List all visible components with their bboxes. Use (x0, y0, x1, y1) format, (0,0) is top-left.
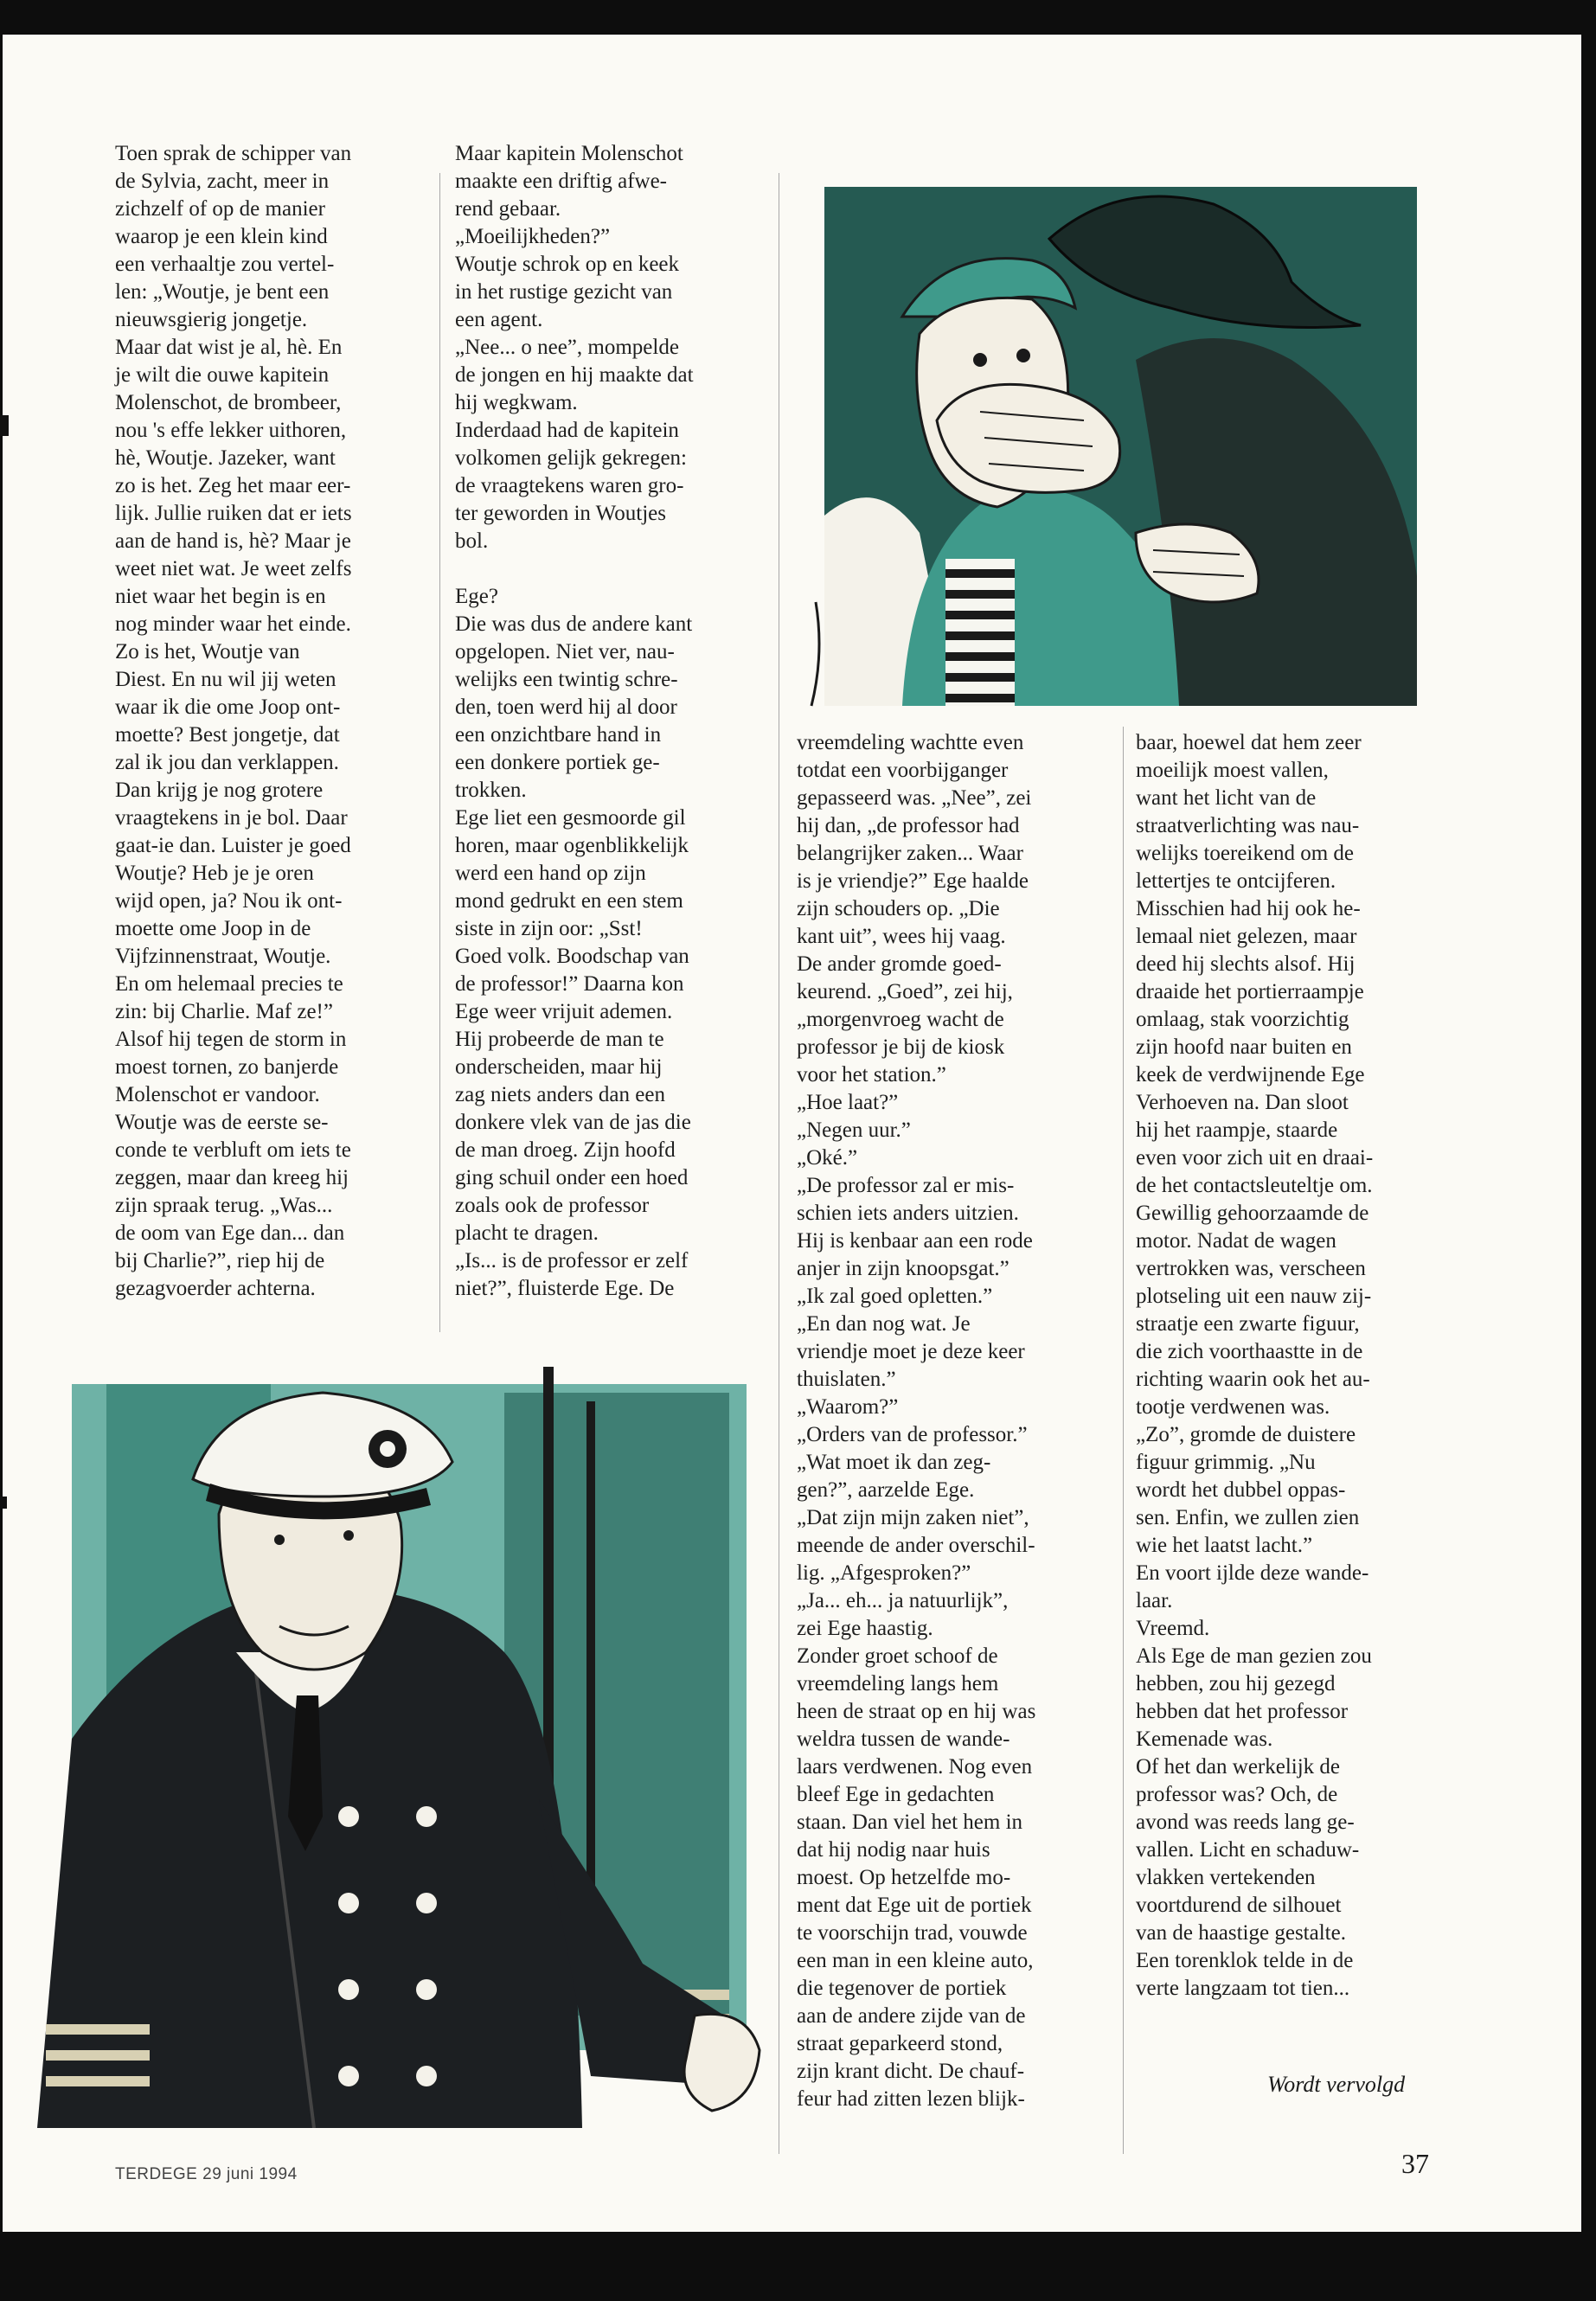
illustration-hand-over-mouth (807, 187, 1417, 727)
article-column-3: vreemdeling wachtte even totdat een voorbijganger gepasseerd was. „Nee”, zei hij dan, „de professor had belangrijker zaken... Waar is je vriendje?” Ege haalde zijn schouders op. „Die kant uit”, wees hij vaag. De ander gromde goed- keurend. „Goed”, zei hij, „morgenvroeg wacht de professor je bij de kiosk voor het station.” „Hoe laat?” „Negen uur.” „Oké.” „De professor zal er mis- schien iets anders uitzien. Hij is kenbaar aan een rode anjer in zijn knoopsgat.” „Ik zal goed opletten.” „En dan nog wat. Je vriendje moet je deze keer thuislaten.” „Waarom?” „Orders van de professor.” „Wat moet ik dan zeg- gen?”, aarzelde Ege. „Dat zijn mijn zaken niet”, meende de ander overschil- lig. „Afgesproken?” „Ja... eh... ja natuurlijk”, zei Ege haastig. Zonder groet schoof de vreemdeling langs hem heen de straat op en hij was weldra tussen de wande- laars verdwenen. Nog even bleef Ege in gedachten staan. Dan viel het hem in dat hij nodig naar huis moest. Op hetzelfde mo- ment dat Ege uit de portiek te voorschijn trad, vouwde een man in een kleine auto, die tegenover de portiek aan de andere zijde van de straat geparkeerd stond, zijn krant dicht. De chauf- feur had zitten lezen blijk- (797, 731, 1036, 2111)
page-number: 37 (1401, 2148, 1429, 2179)
continued-note: Wordt vervolgd (1267, 2072, 1406, 2097)
column-rule-3 (1123, 727, 1124, 2154)
illustration-captain (20, 1367, 768, 2128)
publication-footer: TERDEGE 29 juni 1994 (115, 2165, 298, 2183)
column-rule-1 (439, 173, 440, 1332)
article-column-4: baar, hoewel dat hem zeer moeilijk moest vallen, want het licht van de straatverlichting was nau- welijks toereikend om de lettertjes te ontcijferen. Misschien had hij ook he- lemaal niet gelezen, maar deed hij slechts alsof. Hij draaide het portierraampje omlaag, stak voorzichtig zijn hoofd naar buiten en keek de verdwijnende Ege Verhoeven na. Dan sloot hij het raampje, staarde even voor zich uit en draai- de het contactsleuteltje om. Gewillig gehoorzaamde de motor. Nadat de wagen vertrokken was, verscheen plotseling uit een nauw zij- straatje een zwarte figuur, die zich voorthaastte in de richting waarin ook het au- tootje verdwenen was. „Zo”, gromde de duistere figuur grimmig. „Nu wordt het dubbel oppas- sen. Enfin, we zullen zien wie het laatst lacht.” En voort ijlde deze wande- laar. Vreemd. Als Ege de man gezien zou hebben, zou hij gezegd hebben dat het professor Kemenade was. Of het dan werkelijk de professor was? Och, de avond was reeds lang ge- vallen. Licht en schaduw- vlakken vertekenden voortdurend de silhouet van de haastige gestalte. Een torenklok telde in de verte langzaam tot tien... (1136, 731, 1374, 2000)
article-column-2: Maar kapitein Molenschot maakte een driftig afwe- rend gebaar. „Moeilijkheden?” Woutje schrok op en keek in het rustige gezicht van een agent. „Nee... o nee”, mompelde de jongen en hij maakte dat hij wegkwam. Inderdaad had de kapitein volkomen gelijk gekregen: de vraagtekens waren gro- ter geworden in Woutjes bol. Ege? Die was dus de andere kant opgelopen. Niet ver, nau- welijks een twintig schre- den, toen werd hij al door een onzichtbare hand in een donkere portiek ge- trokken. Ege liet een gesmoorde gil horen, maar ogenblikkelijk werd een hand op zijn mond gedrukt en een stem siste in zijn oor: „Sst! Goed volk. Boodschap van de professor!” Daarna kon Ege weer vrijuit ademen. Hij probeerde de man te onderscheiden, maar hij zag niets anders dan een donkere vlek van de jas die de man droeg. Zijn hoofd ging schuil onder een hoed zoals ook de professor placht te dragen. „Is... is de professor er zelf niet?”, fluisterde Ege. De (455, 142, 694, 1300)
article-column-1: Toen sprak de schipper van de Sylvia, zacht, meer in zichzelf of op de manier waarop je een klein kind een verhaaltje zou vertel- len: „Woutje, je bent een nieuwsgierig jongetje. Maar dat wist je al, hè. En je wilt die ouwe kapitein Molenschot, de brombeer, nou 's effe lekker uithoren, hè, Woutje. Jazeker, want zo is het. Zeg het maar eer- lijk. Jullie ruiken dat er iets aan de hand is, hè? Maar je weet niet wat. Je weet zelfs niet waar het begin is en nog minder waar het einde. Zo is het, Woutje van Diest. En nu wil jij weten waar ik die ome Joop ont- moette? Best jongetje, dat zal ik jou dan verklappen. Dan krijg je nog grotere vraagtekens in je bol. Daar gaat-ie dan. Luister je goed Woutje? Heb je je oren wijd open, ja? Nou ik ont- moette ome Joop in de Vijfzinnenstraat, Woutje. En om helemaal precies te zin: bij Charlie. Maf ze!” Alsof hij tegen de storm in moest tornen, zo banjerde Molenschot er vandoor. Woutje was de eerste se- conde te verbluft om iets te zeggen, maar dan kreeg hij zijn spraak terug. „Was... de oom van Ege dan... dan bij Charlie?”, riep hij de gezagvoerder achterna. (115, 142, 352, 1300)
magazine-page (3, 35, 1581, 2232)
scan-edge-mark (0, 1497, 7, 1509)
scan-edge-mark (0, 415, 9, 436)
